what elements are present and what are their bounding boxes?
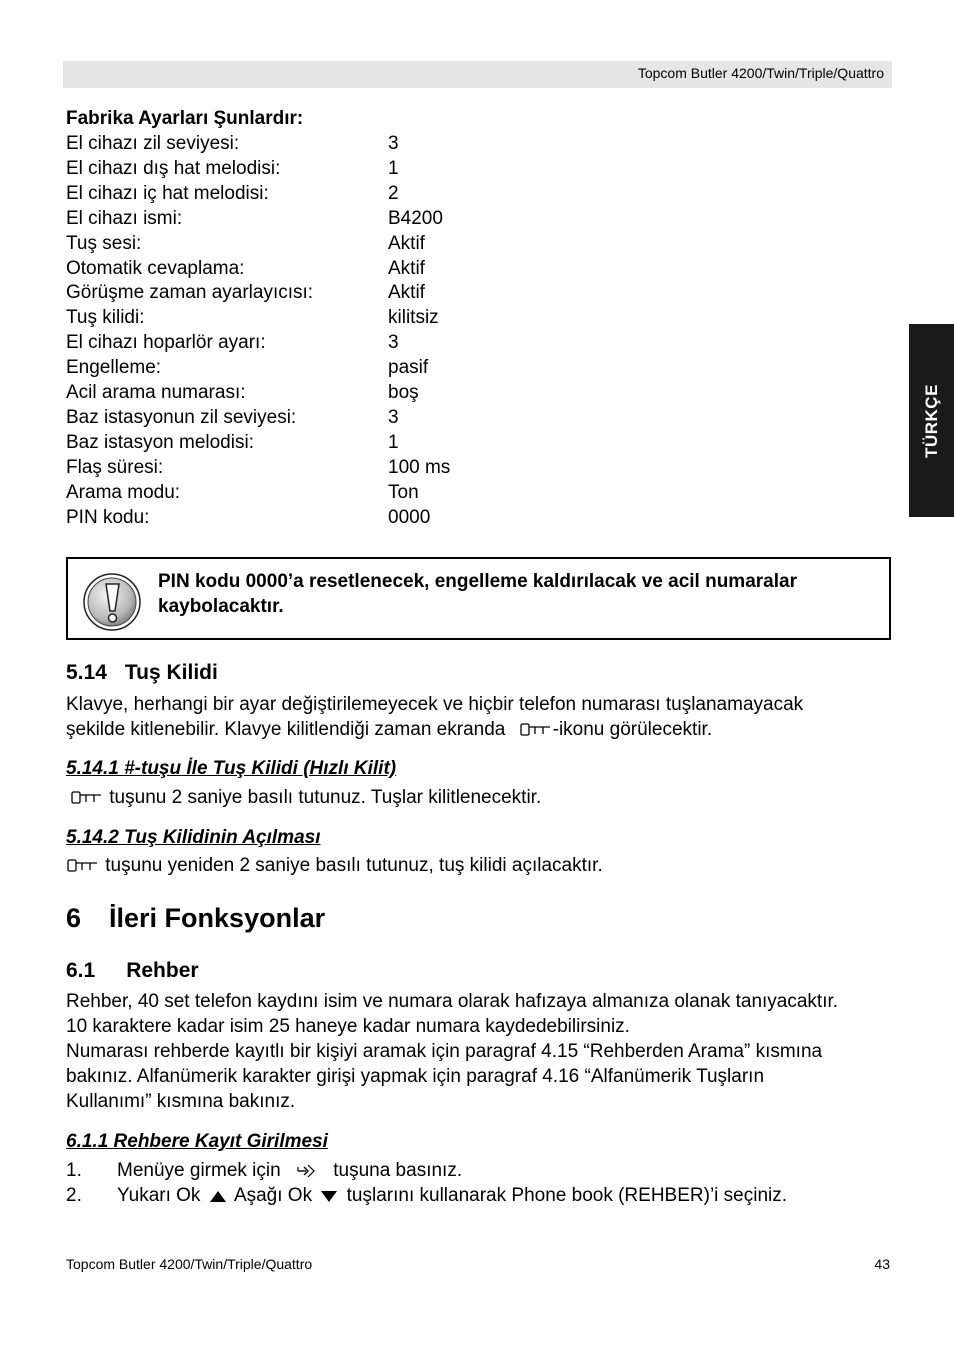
step-number: 1. <box>66 1160 82 1181</box>
settings-value: Aktif <box>388 232 425 254</box>
warning-exclamation-icon <box>82 572 142 632</box>
settings-value: Aktif <box>388 257 425 279</box>
settings-value: boş <box>388 382 419 403</box>
section-5-14-2-text <box>66 853 603 878</box>
step-1-suffix: tuşuna basınız. <box>333 1160 463 1181</box>
footer-title: Topcom Butler 4200/Twin/Triple/Quattro <box>66 1256 313 1272</box>
settings-label: Arama modu: <box>66 481 181 503</box>
settings-value: 3 <box>388 406 399 428</box>
settings-value: 3 <box>388 332 399 354</box>
settings-value: 2 <box>388 182 399 204</box>
arrow-down-icon <box>319 1188 339 1204</box>
menu-key-icon <box>294 1162 320 1180</box>
step-number: 2. <box>66 1185 82 1206</box>
settings-label: El cihazı ismi: <box>66 207 183 229</box>
language-tab-label: TÜRKÇE <box>921 383 941 458</box>
section-5-14-2-instruction: tuşunu yeniden 2 saniye basılı tutunuz, tuş kilidi açılacaktır. <box>105 855 603 876</box>
section-5-14-1-instruction: tuşunu 2 saniye basılı tutunuz. Tuşlar kilitlenecektir. <box>109 787 542 808</box>
section-5-14-1-heading: 5.14.1 #-tuşu İle Tuş Kilidi (Hızlı Kilit) <box>66 758 397 779</box>
paragraph-line: Kullanımı” kısmına bakınız. <box>66 1091 296 1112</box>
warning-note-line2: kaybolacaktır. <box>158 596 284 617</box>
step-1-text: Menüye girmek için <box>117 1160 281 1181</box>
keylock-icon <box>70 790 104 806</box>
settings-value: 1 <box>388 157 399 179</box>
keylock-icon <box>66 858 100 874</box>
section-6-1-1-heading: 6.1.1 Rehbere Kayıt Girilmesi <box>66 1131 328 1152</box>
chapter-title: İleri Fonksyonlar <box>109 903 326 933</box>
step-2-suffix: tuşlarını kullanarak Phone book (REHBER)’i seçiniz. <box>346 1185 788 1206</box>
paragraph-line: Rehber, 40 set telefon kaydını isim ve numara olarak hafızaya almanıza olanak tanıyacaktır. <box>66 991 839 1012</box>
section-title: Tuş Kilidi <box>124 661 218 684</box>
settings-label: El cihazı hoparlör ayarı: <box>66 332 266 354</box>
paragraph-line: 10 karaktere kadar isim 25 haneye kadar numara kaydedebilirsiniz. <box>66 1016 630 1037</box>
keylock-icon <box>519 722 553 738</box>
settings-label: Otomatik cevaplama: <box>66 257 245 279</box>
settings-label: El cihazı zil seviyesi: <box>66 133 240 154</box>
settings-label: El cihazı dış hat melodisi: <box>66 157 281 179</box>
language-tab <box>909 324 954 517</box>
section-5-14-line1: Klavye, herhangi bir ayar değiştirilemeyecek ve hiçbir telefon numarası tuşlanamayacak <box>66 694 804 715</box>
settings-label: PIN kodu: <box>66 506 150 528</box>
paragraph-line: bakınız. Alfanümerik karakter girişi yapmak için paragraf 4.16 “Alfanümerik Tuşların <box>66 1066 765 1087</box>
section-5-14-line2-suffix: -ikonu görülecektir. <box>552 719 713 740</box>
chapter-6-heading <box>66 903 325 934</box>
step-1 <box>66 1158 463 1183</box>
settings-value: kilitsiz <box>388 307 439 329</box>
step-text <box>117 1158 462 1183</box>
settings-value: pasif <box>388 357 429 379</box>
page-number: 43 <box>874 1256 890 1272</box>
warning-note-line1: PIN kodu 0000’a resetlenecek, engelleme kaldırılacak ve acil numaralar <box>158 571 797 592</box>
step-2-down-label: Aşağı Ok <box>233 1185 313 1206</box>
section-5-14-line2-text: şekilde kitlenebilir. Klavye kilitlendiği zaman ekranda <box>66 719 506 740</box>
settings-value: 0000 <box>388 506 431 528</box>
step-2-up-label: Yukarı Ok <box>117 1185 201 1206</box>
settings-value: Ton <box>388 481 419 503</box>
section-6-1-heading <box>66 959 199 983</box>
header-title: Topcom Butler 4200/Twin/Triple/Quattro <box>637 65 884 81</box>
section-number: 5.14 <box>66 661 107 684</box>
settings-label: Baz istasyon melodisi: <box>66 431 254 453</box>
arrow-up-icon <box>208 1188 228 1204</box>
section-5-14-1-text <box>70 785 541 810</box>
step-text <box>117 1183 787 1208</box>
warning-note-text <box>158 569 797 619</box>
settings-value: 100 ms <box>388 456 451 478</box>
section-5-14-2-heading: 5.14.2 Tuş Kilidinin Açılması <box>66 827 321 848</box>
section-6-1-body <box>66 989 838 1114</box>
settings-heading: Fabrika Ayarları Şunlardır: <box>66 108 304 129</box>
settings-label: Baz istasyonun zil seviyesi: <box>66 406 297 428</box>
settings-value: 3 <box>388 133 399 154</box>
settings-value: B4200 <box>388 207 443 229</box>
settings-label: Görüşme zaman ayarlayıcısı: <box>66 282 314 304</box>
step-2 <box>66 1183 788 1208</box>
settings-label: Tuş kilidi: <box>66 307 145 329</box>
settings-label: Acil arama numarası: <box>66 382 246 403</box>
settings-value: Aktif <box>388 282 425 304</box>
settings-label: Flaş süresi: <box>66 456 164 478</box>
section-5-14-line2 <box>66 717 712 742</box>
warning-note <box>66 557 891 640</box>
settings-label: El cihazı iç hat melodisi: <box>66 182 269 204</box>
section-5-14-heading <box>66 661 218 685</box>
section-number: 6.1 <box>66 959 96 982</box>
settings-label: Tuş sesi: <box>66 232 142 254</box>
chapter-number: 6 <box>66 903 82 933</box>
section-title: Rehber <box>126 959 199 982</box>
paragraph-line: Numarası rehberde kayıtlı bir kişiyi aramak için paragraf 4.15 “Rehberden Arama” kısmına <box>66 1041 823 1062</box>
settings-value: 1 <box>388 431 399 453</box>
settings-label: Engelleme: <box>66 357 162 379</box>
